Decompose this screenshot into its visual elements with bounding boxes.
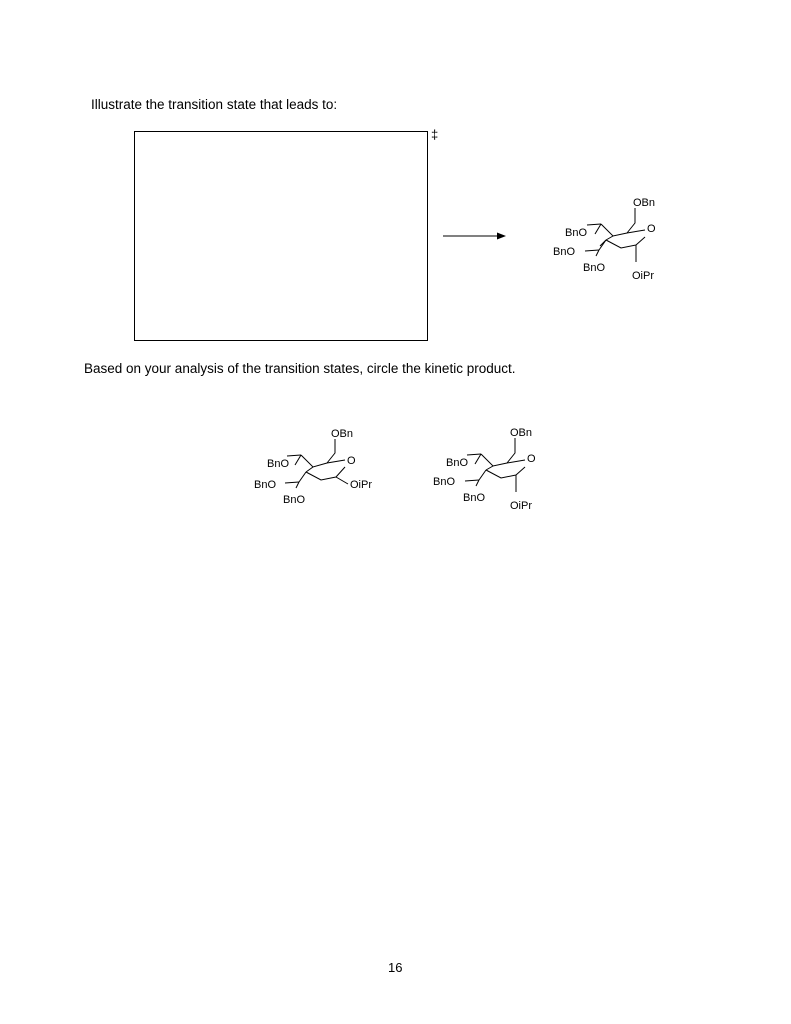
obn-label: OBn	[633, 197, 656, 209]
bno-label-bottom: BnO	[463, 492, 486, 504]
question-transition-state: Illustrate the transition state that leads to:	[91, 97, 338, 112]
bno-label-top: BnO	[267, 458, 290, 470]
product-structure-alpha	[551, 193, 681, 285]
question-kinetic-product: Based on your analysis of the transition states, circle the kinetic product.	[84, 361, 516, 376]
ring-oxygen-label: O	[527, 453, 536, 465]
bno-label-left: BnO	[433, 476, 456, 488]
bno-label-bottom: BnO	[583, 262, 606, 274]
page-number: 16	[388, 960, 403, 975]
oipr-label: OiPr	[510, 500, 532, 512]
obn-label: OBn	[331, 428, 354, 440]
ring-oxygen-label: O	[347, 455, 356, 467]
double-dagger-symbol: ‡	[431, 127, 439, 142]
oipr-label: OiPr	[350, 479, 372, 491]
ring-oxygen-label: O	[647, 223, 656, 235]
obn-label: OBn	[510, 427, 533, 439]
bno-label-top: BnO	[565, 227, 588, 239]
oipr-label: OiPr	[632, 270, 654, 282]
bno-label-left: BnO	[553, 246, 576, 258]
bno-label-bottom: BnO	[283, 494, 306, 506]
bno-label-top: BnO	[446, 457, 469, 469]
bno-label-left: BnO	[254, 479, 277, 491]
choice-alpha-anomer[interactable]	[431, 423, 561, 515]
choice-beta-anomer[interactable]	[251, 425, 391, 510]
